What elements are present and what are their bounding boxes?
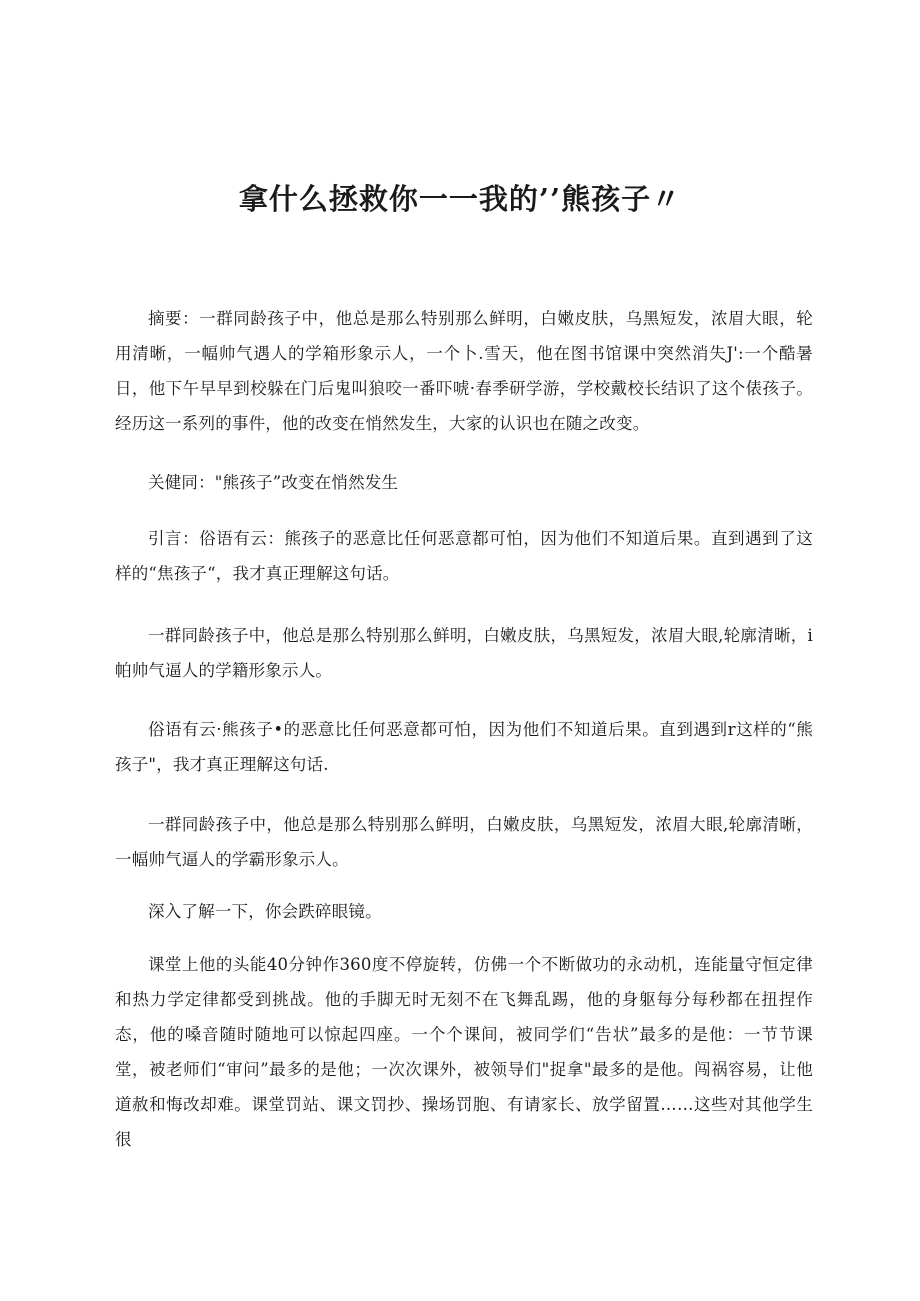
intro-paragraph: 引言：俗语有云：熊孩子的恶意比任何恶意都可怕，因为他们不知道后果。直到遇到了这样的“焦孩子“，我才真正理解这句话。 [115, 529, 813, 583]
body-paragraph: 深入了解一下，你会跌碎眼镜。 [148, 902, 382, 921]
body-paragraph: 一群同龄孩子中，他总是那么特别那么鲜明，白嫩皮肤，乌黑短发，浓眉大眼,轮廓清晰，i帕帅气逼人的学籍形象示人。 [115, 626, 813, 680]
body-paragraph: 课堂上他的头能40分钟作360度不停旋转，仿佛一个不断做功的永动机，连能量守恒定律和热力学定律都受到挑战。他的手脚无时无刻不在飞舞乱踢，他的身躯每分每秒都在扭捏作态，他的嗓音随时随地可以惊起四座。一个个课间，被同学们“告状”最多的是他：一节节课堂，被老师们“审问”最多的是他；一次次课外，被领导们"捉拿"最多的是他。闯祸容易，让他道赦和悔改却难。课堂罚站、课文罚抄、操场罚胞、有请家长、放学留置……这些对其他学生很 [115, 955, 813, 1149]
abstract-paragraph: 摘要：一群同龄孩子中，他总是那么特别那么鲜明，白嫩皮肤，乌黑短发，浓眉大眼，轮用清晰，一幅帅气遇人的学箱形象示人，一个卜.雪天，他在图书馆课中突然消失J':一个酷暑日，他下午早早到校躲在门后鬼叫狼咬一番吓唬·春季研学游，学校戴校长结识了这个俵孩子。经历这一系列的事件，他的改变在悄然发生，大家的认识也在随之改变。 [115, 309, 813, 433]
body-paragraph: 一群同龄孩子中，他总是那么特别那么鲜明，白嫩皮肤，乌黑短发，浓眉大眼,轮廓清晰，一幅帅气逼人的学霸形象示人。 [115, 815, 813, 869]
keywords-paragraph: 关健同："熊孩子”改变在悄然发生 [148, 473, 399, 492]
document-title: 拿什么拯救你一一我的’’熊孩子〃 [238, 182, 682, 217]
body-paragraph: 俗语有云·熊孩子•的恶意比任何恶意都可怕，因为他们不知道后果。直到遇到r这样的“熊孩子"，我才真正理解这句话. [115, 720, 813, 774]
